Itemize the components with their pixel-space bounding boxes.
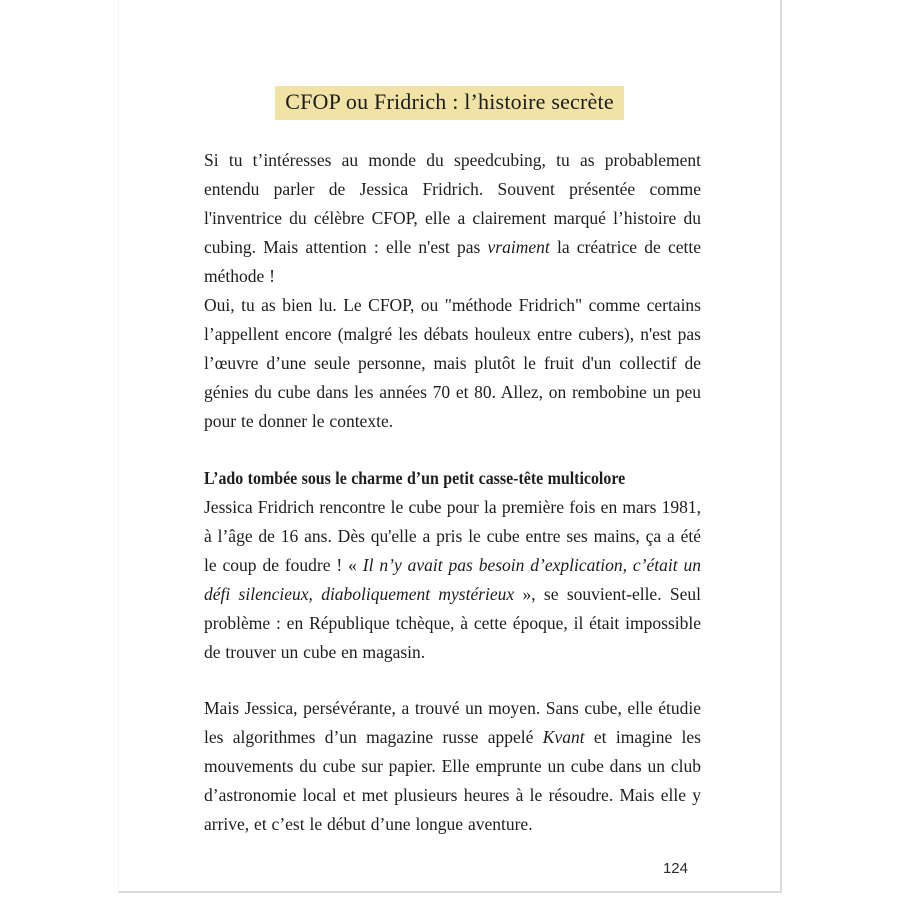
title-row xyxy=(119,86,780,120)
section-block xyxy=(204,464,701,667)
page-number: 124 xyxy=(662,860,688,877)
book-page xyxy=(118,0,782,893)
paragraph-1: Si tu t’intéresses au monde du speedcubing, tu as probablement entendu parler de Jessica Fridrich. Souvent présentée comme l'inventrice du célèbre CFOP, elle a clairement marqué l’histoire du cubing. Mais attention : elle n'est pas vraiment la créatrice de cette méthode ! xyxy=(204,150,701,286)
paragraph-4: Mais Jessica, persévérante, a trouvé un moyen. Sans cube, elle étudie les algorithmes d’un magazine russe appelé Kvant et imagine les mouvements du cube sur papier. Elle emprunte un cube dans un club d’astronomie local et met plusieurs heures à le résoudre. Mais elle y arrive, et c’est le début d’une longue aventure. xyxy=(204,698,701,834)
page-title: CFOP ou Fridrich : l’histoire secrète xyxy=(275,86,624,120)
paragraph-2: Oui, tu as bien lu. Le CFOP, ou "méthode Fridrich" comme certains l’appellent encore (malgré les débats houleux entre cubers), n'est pas l’œuvre d’une seule personne, mais plutôt le fruit d'un collectif de génies du cube dans les années 70 et 80. Allez, on rembobine un peu pour te donner le contexte. xyxy=(204,295,701,431)
intro-paragraphs xyxy=(204,146,701,436)
closing-block xyxy=(204,694,701,839)
paragraph-3: Jessica Fridrich rencontre le cube pour la première fois en mars 1981, à l’âge de 16 ans. Dès qu'elle a pris le cube entre ses mains, ça a été le coup de foudre ! « Il n’y avait pas besoin d’explication, c’était un défi silencieux, diaboliquement mystérieux », se souvient-elle. Seul problème : en République tchèque, à cette époque, il était impossible de trouver un cube en magasin. xyxy=(204,497,701,662)
section-heading: L’ado tombée sous le charme d’un petit casse-tête multicolore xyxy=(204,468,626,488)
